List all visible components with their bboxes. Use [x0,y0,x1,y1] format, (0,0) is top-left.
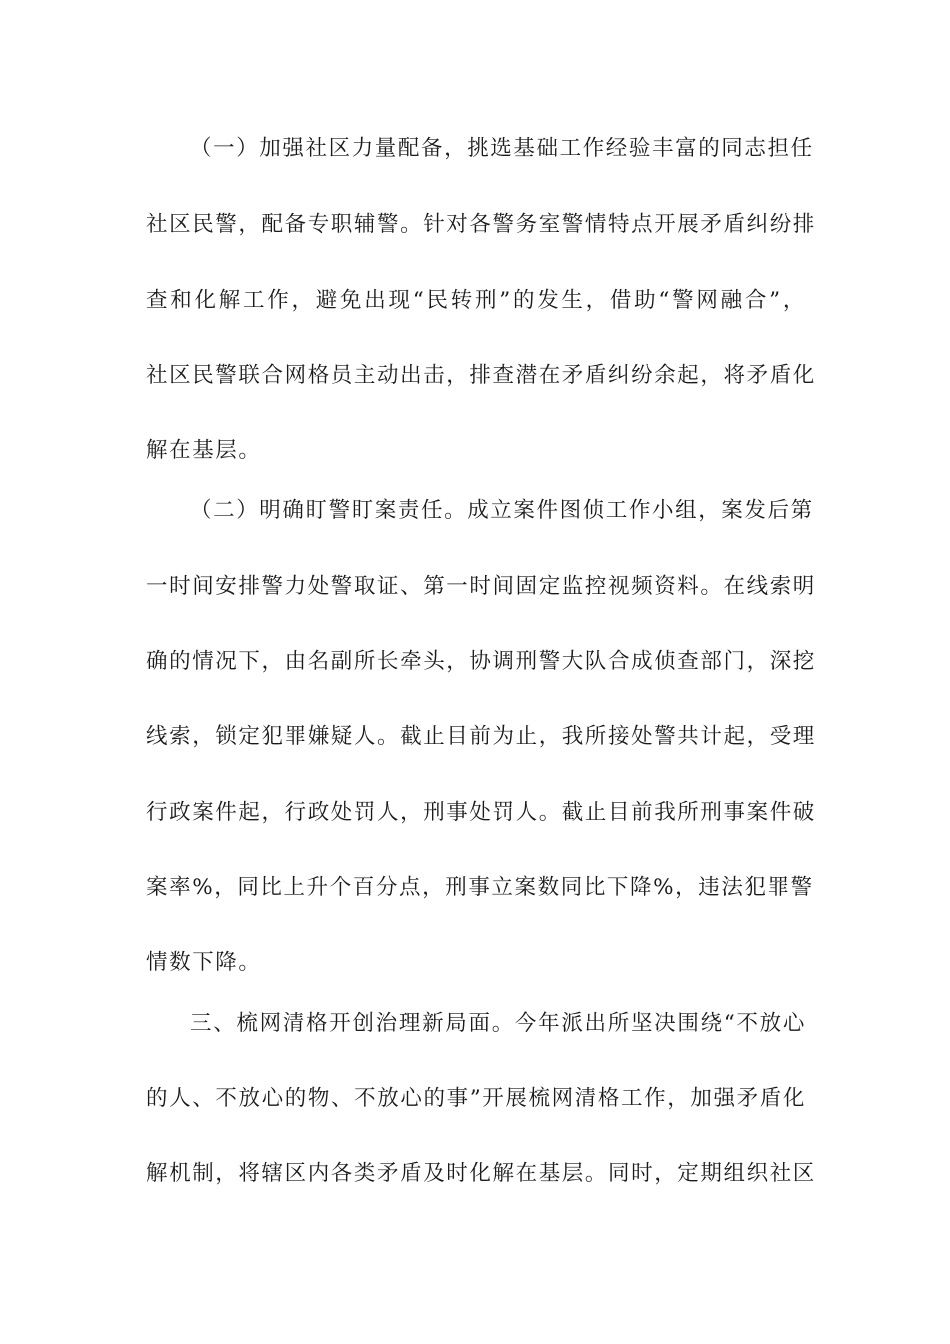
paragraph-1-line-5: 解在基层。 [146,438,262,463]
paragraph-3-line-3: 解机制，将辖区内各类矛盾及时化解在基层。同时，定期组织社区 [146,1161,816,1186]
paragraph-3-line-2: 的人、不放心的物、不放心的事”开展梳网清格工作，加强矛盾化 [146,1086,806,1111]
paragraph-2-line-3: 确的情况下，由名副所长牵头，协调刑警大队合成侦查部门，深挖 [146,649,816,674]
paragraph-1-line-1: （一）加强社区力量配备，挑选基础工作经验丰富的同志担任 [190,136,814,161]
paragraph-1-line-3: 查和化解工作，避免出现“民转刑”的发生，借助“警网融合”， [146,288,806,313]
paragraph-1-line-2: 社区民警，配备专职辅警。针对各警务室警情特点开展矛盾纠纷排 [146,212,816,237]
paragraph-2-line-4: 线索，锁定犯罪嫌疑人。截止目前为止，我所接处警共计起，受理 [146,724,816,749]
paragraph-2-line-2: 一时间安排警力处警取证、第一时间固定监控视频资料。在线索明 [146,574,816,599]
paragraph-1-line-4: 社区民警联合网格员主动出击，排查潜在矛盾纠纷余起，将矛盾化 [146,363,816,388]
paragraph-2-line-5: 行政案件起，行政处罚人，刑事处罚人。截止目前我所刑事案件破 [146,800,816,825]
paragraph-3-line-1: 三、梳网清格开创治理新局面。今年派出所坚决围绕“不放心 [190,1011,806,1036]
paragraph-2-line-1: （二）明确盯警盯案责任。成立案件图侦工作小组，案发后第 [190,498,814,523]
paragraph-2-line-6: 案率%，同比上升个百分点，刑事立案数同比下降%，违法犯罪警 [146,875,814,900]
paragraph-2-line-7: 情数下降。 [146,950,262,975]
